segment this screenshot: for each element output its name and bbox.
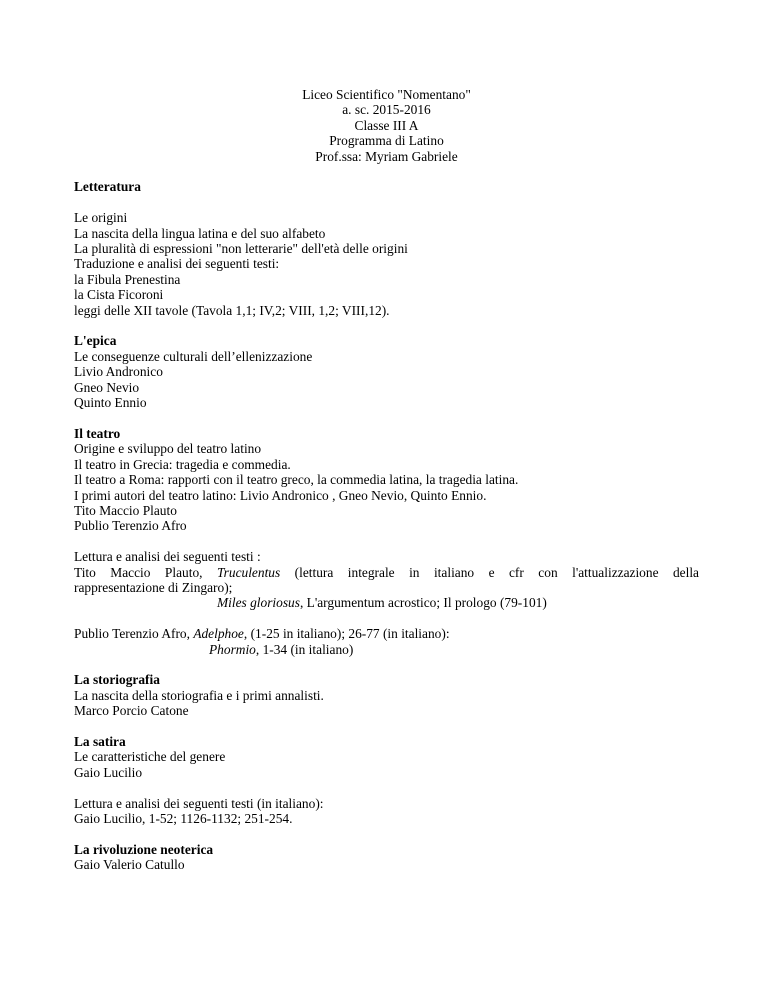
neoterica-line: Gaio Valerio Catullo xyxy=(74,857,185,873)
section-letture-teatro xyxy=(74,549,699,611)
phormio-note: , 1-34 (in italiano) xyxy=(255,641,354,657)
miles-reading xyxy=(74,595,699,610)
phormio-title: Phormio xyxy=(209,641,256,657)
letture-satira-line: Gaio Lucilio, 1-52; 1126-1132; 251-254. xyxy=(74,810,293,826)
origini-line: Traduzione e analisi dei seguenti testi: xyxy=(74,256,280,272)
terenzio-reading xyxy=(74,626,699,641)
section-letture-satira xyxy=(74,796,699,827)
letture-intro: Lettura e analisi dei seguenti testi : xyxy=(74,549,261,565)
terenzio-author: Publio Terenzio Afro, xyxy=(74,626,194,642)
section-satira xyxy=(74,734,699,780)
origini-line: leggi delle XII tavole (Tavola 1,1; IV,2; VIII, 1,2; VIII,12). xyxy=(74,302,390,318)
origini-line: La pluralità di espressioni "non letterarie" dell'età delle origini xyxy=(74,241,408,257)
origini-line: la Fibula Prenestina xyxy=(74,271,181,287)
miles-title: Miles gloriosus xyxy=(217,595,300,611)
plauto-author: Tito Maccio Plauto, xyxy=(74,564,217,580)
section-storiografia xyxy=(74,672,699,718)
origini-line: La nascita della lingua latina e del suo alfabeto xyxy=(74,225,326,241)
section-neoterica xyxy=(74,842,699,873)
phormio-reading xyxy=(74,642,699,657)
epica-line: Livio Andronico xyxy=(74,364,163,380)
teatro-line: Il teatro in Grecia: tragedia e commedia. xyxy=(74,456,291,472)
miles-note: , L'argumentum acrostico; Il prologo (79-101) xyxy=(299,595,547,611)
section-terenzio-readings xyxy=(74,626,699,657)
teatro-line: I primi autori del teatro latino: Livio Andronico , Gneo Nevio, Quinto Ennio. xyxy=(74,487,487,503)
section-letteratura xyxy=(74,179,699,194)
heading-teatro: Il teatro xyxy=(74,425,121,441)
epica-line: Quinto Ennio xyxy=(74,395,147,411)
epica-line: Gneo Nevio xyxy=(74,379,140,395)
storiografia-line: Marco Porcio Catone xyxy=(74,703,189,719)
program-title: Programma di Latino xyxy=(329,133,444,149)
class-name: Classe III A xyxy=(354,117,419,133)
school-name: Liceo Scientifico "Nomentano" xyxy=(302,87,471,102)
heading-neoterica: La rivoluzione neoterica xyxy=(74,841,214,857)
heading-storiografia: La storiografia xyxy=(74,672,160,688)
epica-line: Le conseguenze culturali dell’ellenizzazione xyxy=(74,348,313,364)
teacher-name: Prof.ssa: Myriam Gabriele xyxy=(315,148,458,164)
heading-letteratura: Letteratura xyxy=(74,179,141,195)
document-page xyxy=(74,0,699,873)
plauto-reading xyxy=(74,565,699,580)
teatro-line: Origine e sviluppo del teatro latino xyxy=(74,441,262,457)
satira-line: Gaio Lucilio xyxy=(74,764,143,780)
satira-line: Le caratteristiche del genere xyxy=(74,749,226,765)
school-year: a. sc. 2015-2016 xyxy=(342,102,431,118)
document-header xyxy=(74,87,699,164)
teatro-line: Tito Maccio Plauto xyxy=(74,502,177,518)
letture-satira-line: Lettura e analisi dei seguenti testi (in italiano): xyxy=(74,795,324,811)
storiografia-line: La nascita della storiografia e i primi annalisti. xyxy=(74,687,324,703)
section-teatro xyxy=(74,426,699,534)
adelphoe-note: , (1-25 in italiano); 26-77 (in italiano): xyxy=(243,626,450,642)
plauto-note-cont: rappresentazione di Zingaro); xyxy=(74,579,233,595)
origini-line: Le origini xyxy=(74,210,128,226)
plauto-note: (lettura integrale in italiano e cfr con l'attualizzazione della xyxy=(280,564,700,580)
adelphoe-title: Adelphoe xyxy=(193,626,244,642)
heading-satira: La satira xyxy=(74,733,126,749)
section-epica xyxy=(74,333,699,410)
teatro-line: Publio Terenzio Afro xyxy=(74,518,187,534)
teatro-line: Il teatro a Roma: rapporti con il teatro greco, la commedia latina, la tragedia latina. xyxy=(74,472,519,488)
heading-epica: L'epica xyxy=(74,333,117,349)
truculentus-title: Truculentus xyxy=(216,564,281,580)
section-origini xyxy=(74,210,699,318)
origini-line: la Cista Ficoroni xyxy=(74,287,164,303)
